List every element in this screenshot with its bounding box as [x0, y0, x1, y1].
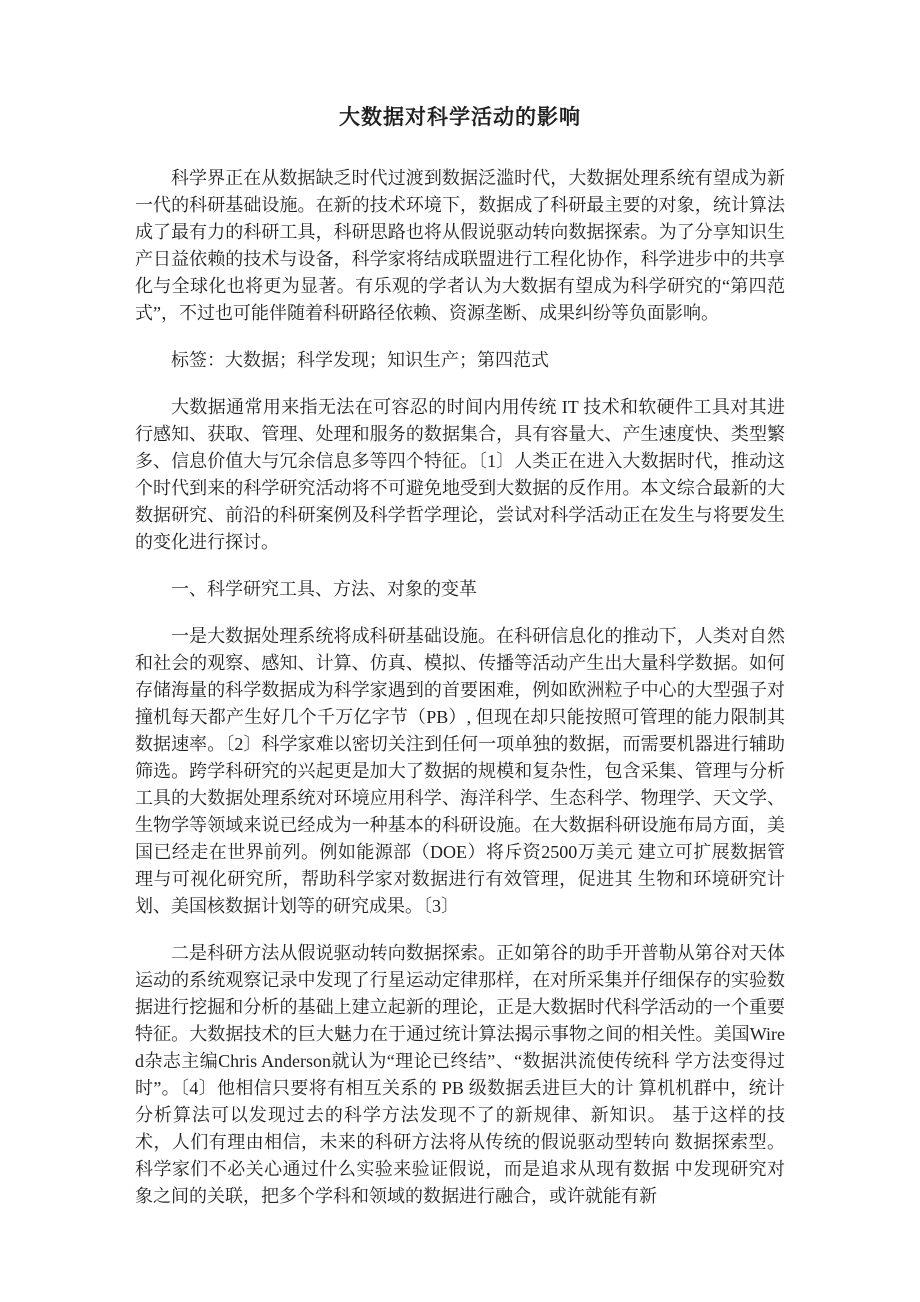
document-content: [135, 103, 785, 1210]
keywords-line: 标签：大数据；科学发现；知识生产；第四范式: [171, 350, 549, 370]
paragraph-introduction: 大数据通常用来指无法在可容忍的时间内用传统 IT 技术和软硬件工具对其进行感知、获取、管理、处理和服务的数据集合，具有容量大、产生速度快、类型繁多、信息价值大与冗余信息多等四个特征。〔1〕人类正在进入大数据时代，推动这个时代到来的科学研究活动将不可避免地受到大数据的反作用。本文综合最新的大数据研究、前沿的科研案例及科学哲学理论，尝试对科学活动正在发生与将要发生的变化进行探讨。: [135, 397, 785, 552]
paragraph-abstract: 科学界正在从数据缺乏时代过渡到数据泛滥时代，大数据处理系统有望成为新一代的科研基础设施。在新的技术环境下，数据成了科研最主要的对象，统计算法成了最有力的科研工具，科研思路也将从假说驱动转向数据探索。为了分享知识生产日益依赖的技术与设备，科学家将结成联盟进行工程化协作，科学进步中的共享化与全球化也将更为显著。有乐观的学者认为大数据有望成为科学研究的“第四范式”，不过也可能伴随着科研路径依赖、资源垄断、成果纠纷等负面影响。: [135, 168, 785, 323]
section-heading-1: 一、科学研究工具、方法、对象的变革: [171, 579, 477, 599]
paragraph-point-1: 一是大数据处理系统将成科研基础设施。在科研信息化的推动下，人类对自然和社会的观察、感知、计算、仿真、模拟、传播等活动产生出大量科学数据。如何存储海量的科学数据成为科学家遇到的首要困难，例如欧洲粒子中心的大型强子对撞机每天都产生好几个千万亿字节（PB）, 但现在却只能按照可管理的能力限制其数据速率。〔2〕科学家难以密切关注到任何一项单独的数据，而需要机器进行辅助筛选。跨学科研究的兴起更是加大了数据的规模和复杂性，包含采集、管理与分析工具的大数据处理系统对环境应用科学、海洋科学、生态科学、物理学、天文学、生物学等领域来说已经成为一种基本的科研设施。在大数据科研设施布局方面，美国已经走在世界前列。例如能源部（DOE）将斥资2500万美元 建立可扩展数据管理与可视化研究所，帮助科学家对数据进行有效管理，促进其 生物和环境研究计划、美国核数据计划等的研究成果。〔3〕: [135, 626, 785, 916]
document-title: 大数据对科学活动的影响: [339, 105, 581, 129]
paragraph-point-2: 二是科研方法从假说驱动转向数据探索。正如第谷的助手开普勒从第谷对天体运动的系统观察记录中发现了行星运动定律那样，在对所采集并仔细保存的实验数据进行挖掘和分析的基础上建立起新的理论，正是大数据时代科学活动的一个重要特征。大数据技术的巨大魅力在于通过统计算法揭示事物之间的相关性。美国Wired杂志主编Chris Anderson就认为“理论已终结”、“数据洪流使传统科 学方法变得过时”。〔4〕他相信只要将有相互关系的 PB 级数据丢进巨大的计 算机机群中，统计分析算法可以发现过去的科学方法发现不了的新规律、新知识。 基于这样的技术，人们有理由相信，未来的科研方法将从传统的假说驱动型转向 数据探索型。科学家们不必关心通过什么实验来验证假说，而是追求从现有数据 中发现研究对象之间的关联，把多个学科和领域的数据进行融合，或许就能有新: [135, 943, 785, 1206]
